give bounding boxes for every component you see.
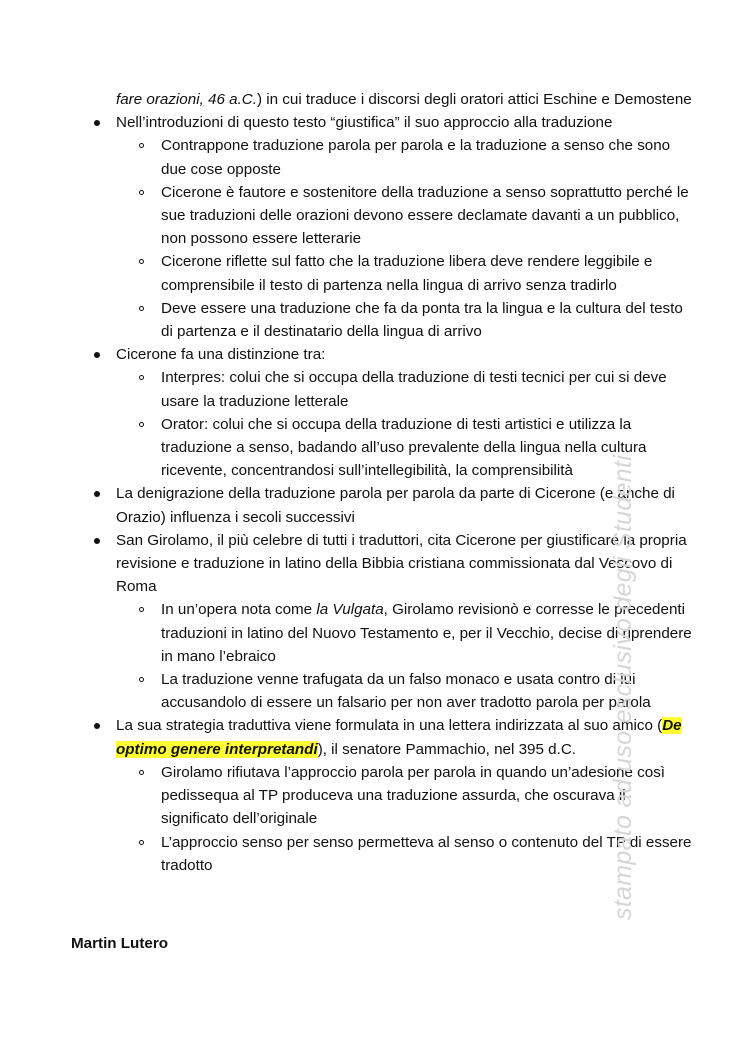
sub-bullet-item (92, 413, 692, 483)
sub-bullet-item (92, 761, 692, 831)
bullet-item (92, 529, 692, 599)
sub-bullet-item (92, 598, 692, 668)
sub-bullet-item (92, 134, 692, 180)
bullet-text: La denigrazione della traduzione parola per parola da parte di Cicerone (e anche di Orazio) influenza i secoli successivi (116, 485, 675, 526)
intro-text: ) in cui traduce i discorsi degli oratori attici Eschine e Demostene (256, 91, 692, 108)
sub-bullet-icon (139, 143, 144, 148)
bullet-text: San Girolamo, il più celebre di tutti i traduttori, cita Cicerone per giustificare la propria revisione e traduzione in latino della Bibbia cristiana commissionata dal Vescovo di Roma (116, 531, 687, 596)
bullet-item (92, 111, 692, 134)
sub-bullet-text: Cicerone è fautore e sostenitore della traduzione a senso soprattutto perché le sue traduzioni delle orazioni devono essere declamate davanti a un pubblico, non possono essere letterarie (161, 183, 689, 248)
bullet-text-after: ), il senatore Pammachio, nel 395 d.C. (317, 740, 577, 758)
bullet-item (92, 482, 692, 528)
sub-bullet-icon (139, 840, 144, 845)
sub-bullet-item (92, 831, 692, 877)
sub-bullet-item (92, 668, 692, 714)
sub-bullet-icon (139, 770, 144, 775)
sub-bullet-text: Cicerone riflette sul fatto che la traduzione libera deve rendere leggibile e comprensibile il testo di partenza nella lingua di arrivo senza tradirlo (161, 253, 653, 294)
intro-italic: fare orazioni, 46 a.C. (116, 91, 257, 108)
sub-bullet-text: Deve essere una traduzione che fa da ponta tra la lingua e la cultura del testo di partenza e il destinatario della lingua di arrivo (161, 299, 683, 341)
sub-bullet-item (92, 366, 692, 412)
sub-bullet-item (92, 297, 692, 343)
bullet-icon (94, 491, 100, 497)
bullet-icon (94, 723, 100, 729)
sub-bullet-icon (139, 259, 144, 264)
bullet-icon (94, 352, 100, 358)
section-heading: Martin Lutero (71, 935, 169, 952)
sub-bullet-icon (139, 607, 144, 612)
bullet-text: Cicerone fa una distinzione tra: (116, 346, 326, 364)
highlighted-title: De optimo genere interpretandi (116, 717, 682, 758)
sub-bullet-text: L’approccio senso per senso permetteva al senso o contenuto del TP di essere tradotto (161, 833, 692, 874)
bullet-item (92, 714, 692, 760)
sub-bullet-icon (139, 375, 144, 380)
bullet-list (92, 111, 692, 877)
sub-bullet-icon (139, 306, 144, 311)
sub-bullet-text: Interpres: colui che si occupa della traduzione di testi tecnici per cui si deve usare la traduzione letterale (161, 369, 667, 410)
sub-bullet-text: Girolamo rifiutava l’approccio parola per parola in quando un’adesione così pedissequa al TP produceva una traduzione assurda, che oscurava il significato dell’originale (161, 763, 666, 828)
intro-continuation (92, 88, 692, 111)
watermark-text: stampato ad uso esclusivo degli Studenti (609, 454, 637, 920)
bullet-icon (94, 120, 100, 126)
sub-bullet-item (92, 250, 692, 296)
sub-bullet-text: Contrappone traduzione parola per parola e la traduzione a senso che sono due cose opposte (161, 137, 671, 178)
notes-body (92, 88, 692, 877)
sub-bullet-item (92, 181, 692, 251)
sub-bullet-text: La traduzione venne trafugata da un falso monaco e usata contro di lui accusandolo di essere un falsario per non aver tradotto parola per parola (161, 671, 651, 712)
sub-bullet-icon (139, 677, 144, 682)
sub-bullet-icon (139, 190, 144, 195)
bullet-text-before: La sua strategia traduttiva viene formulata in una lettera indirizzata al suo amico ( (116, 717, 663, 735)
vulgata-title: la Vulgata (316, 601, 384, 619)
bullet-icon (94, 538, 100, 544)
sub-bullet-text: Orator: colui che si occupa della traduzione di testi artistici e utilizza la traduzione a senso, badando all’uso prevalente della lingua nella cultura ricevente, concentrandosi sull’intellegibilità, la comprensibilità (161, 415, 647, 480)
sub-bullet-text-after: , Girolamo revisionò e corresse le precedenti traduzioni in latino del Nuovo Testamento e, per il Vecchio, decise di riprendere in mano l’ebraico (161, 601, 692, 665)
bullet-text: Nell’introduzioni di questo testo “giustifica” il suo approccio alla traduzione (116, 114, 613, 132)
bullet-item (92, 343, 692, 366)
sub-bullet-text-before: In un’opera nota come (161, 601, 317, 619)
sub-bullet-icon (139, 422, 144, 427)
